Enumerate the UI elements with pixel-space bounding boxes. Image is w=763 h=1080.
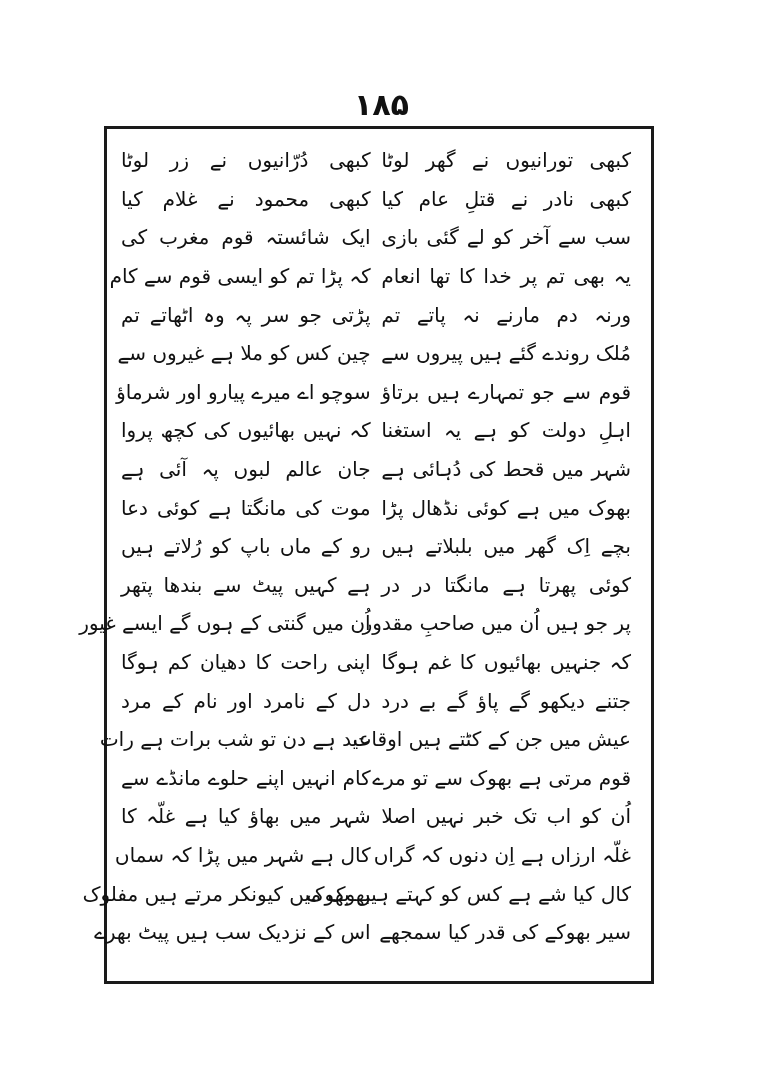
misra-right: بھوک میں ہے کوئی نڈھال پڑا bbox=[381, 495, 631, 520]
misra-left: شہر میں بھاؤ کیا ہے غلّہ کا bbox=[121, 804, 371, 829]
couplet bbox=[117, 681, 637, 720]
misra-right: جتنے دیکھو گے پاؤ گے بے درد bbox=[381, 688, 631, 713]
misra-right: پر جو ہیں اُن میں صاحبِ مقدور bbox=[362, 611, 631, 636]
misra-left: دل کے نامرد اور نام کے مرد bbox=[121, 688, 371, 713]
couplet bbox=[117, 450, 637, 489]
couplet bbox=[117, 488, 637, 527]
couplet bbox=[79, 604, 637, 643]
misra-right: قوم مرتی ہے بھوک سے تو مرے bbox=[372, 765, 631, 790]
couplet bbox=[117, 373, 637, 412]
misra-right: غلّہ ارزاں ہے اِن دنوں کہ گراں bbox=[373, 842, 631, 867]
couplet bbox=[117, 797, 637, 836]
couplet bbox=[117, 759, 637, 798]
couplet bbox=[114, 836, 637, 875]
couplet bbox=[117, 218, 637, 257]
misra-right: شہر میں قحط کی دُہائی ہے bbox=[381, 457, 631, 482]
poem-body bbox=[79, 141, 637, 951]
misra-left: اپنی راحت کا دھیان کم ہوگا bbox=[121, 650, 371, 675]
page-frame bbox=[79, 126, 654, 984]
misra-left: اس کے نزدیک سب ہیں پیٹ بھرے bbox=[94, 920, 371, 945]
couplet bbox=[99, 720, 637, 759]
misra-right: اہلِ دولت کو ہے یہ استغنا bbox=[381, 418, 631, 443]
couplet bbox=[117, 566, 637, 605]
misra-right: یہ بھی تم پر خدا کا تھا انعام bbox=[381, 264, 631, 289]
misra-left: کہ پڑا تم کو ایسی قوم سے کام bbox=[109, 264, 371, 289]
couplet bbox=[117, 180, 637, 219]
misra-right: بچے اِک گھر میں بلبلاتے ہیں bbox=[381, 534, 631, 559]
misra-right: مُلک روندے گئے ہیں پیروں سے bbox=[381, 341, 631, 366]
couplet bbox=[94, 913, 637, 952]
misra-right: اُن کو اب تک خبر نہیں اصلا bbox=[381, 804, 631, 829]
couplet bbox=[117, 643, 637, 682]
misra-left: کبھی دُرّانیوں نے زر لوٹا bbox=[121, 148, 371, 173]
misra-left: کبھی محمود نے غلام کیا bbox=[121, 186, 371, 211]
misra-left: ہے کہیں پیٹ سے بندھا پتھر bbox=[121, 572, 371, 597]
couplet bbox=[117, 295, 637, 334]
misra-right: سب سے آخر کو لے گئی بازی bbox=[381, 225, 631, 250]
misra-left: سوچو اے میرے پیارو اور شرماؤ bbox=[116, 379, 371, 404]
misra-left: موت کی مانگتا ہے کوئی دعا bbox=[121, 495, 371, 520]
couplet bbox=[117, 141, 637, 180]
couplet bbox=[117, 334, 637, 373]
misra-left: عید ہے دن تو شب برات ہے رات bbox=[99, 727, 371, 752]
page-number: ۱۸۵ bbox=[354, 88, 409, 123]
misra-left: پڑتی جو سر پہ وہ اٹھاتے تم bbox=[121, 302, 371, 327]
misra-left: کام انہیں اپنے حلوے مانڈے سے bbox=[121, 765, 371, 790]
misra-left: کال ہے شہر میں پڑا کہ سماں bbox=[114, 842, 371, 867]
couplet bbox=[82, 874, 637, 913]
couplet bbox=[109, 257, 637, 296]
misra-right: قوم سے جو تمہارے ہیں برتاؤ bbox=[381, 379, 631, 404]
misra-left: ایک شائستہ قوم مغرب کی bbox=[121, 225, 371, 250]
misra-left: چین کس کو ملا ہے غیروں سے bbox=[117, 341, 371, 366]
misra-right: کہ جنہیں بھائیوں کا غم ہوگا bbox=[381, 650, 631, 675]
misra-right: سیر بھوکے کی قدر کیا سمجھے bbox=[379, 920, 631, 945]
couplet bbox=[117, 411, 637, 450]
misra-left: جان عالم لبوں پہ آئی ہے bbox=[121, 457, 371, 482]
misra-right: کال کیا شے ہے کس کو کہتے ہیں بھوک bbox=[306, 881, 631, 906]
couplet bbox=[117, 527, 637, 566]
misra-left: رو کے ماں باپ کو رُلاتے ہیں bbox=[121, 534, 371, 559]
misra-right: ورنہ دم مارنے نہ پاتے تم bbox=[381, 302, 631, 327]
misra-right: کبھی تورانیوں نے گھر لوٹا bbox=[381, 148, 631, 173]
misra-right: کوئی پھرتا ہے مانگتا در در bbox=[381, 572, 631, 597]
misra-left: اُن میں گنتی کے ہوں گے ایسے غیور bbox=[79, 611, 371, 636]
misra-right: کبھی نادر نے قتلِ عام کیا bbox=[381, 186, 631, 211]
misra-left: بھوک میں کیونکر مرتے ہیں مفلوک bbox=[82, 881, 371, 906]
misra-left: کہ نہیں بھائیوں کی کچھ پروا bbox=[121, 418, 371, 443]
misra-right: عیش میں جن کے کٹتے ہیں اوقات bbox=[352, 727, 631, 752]
